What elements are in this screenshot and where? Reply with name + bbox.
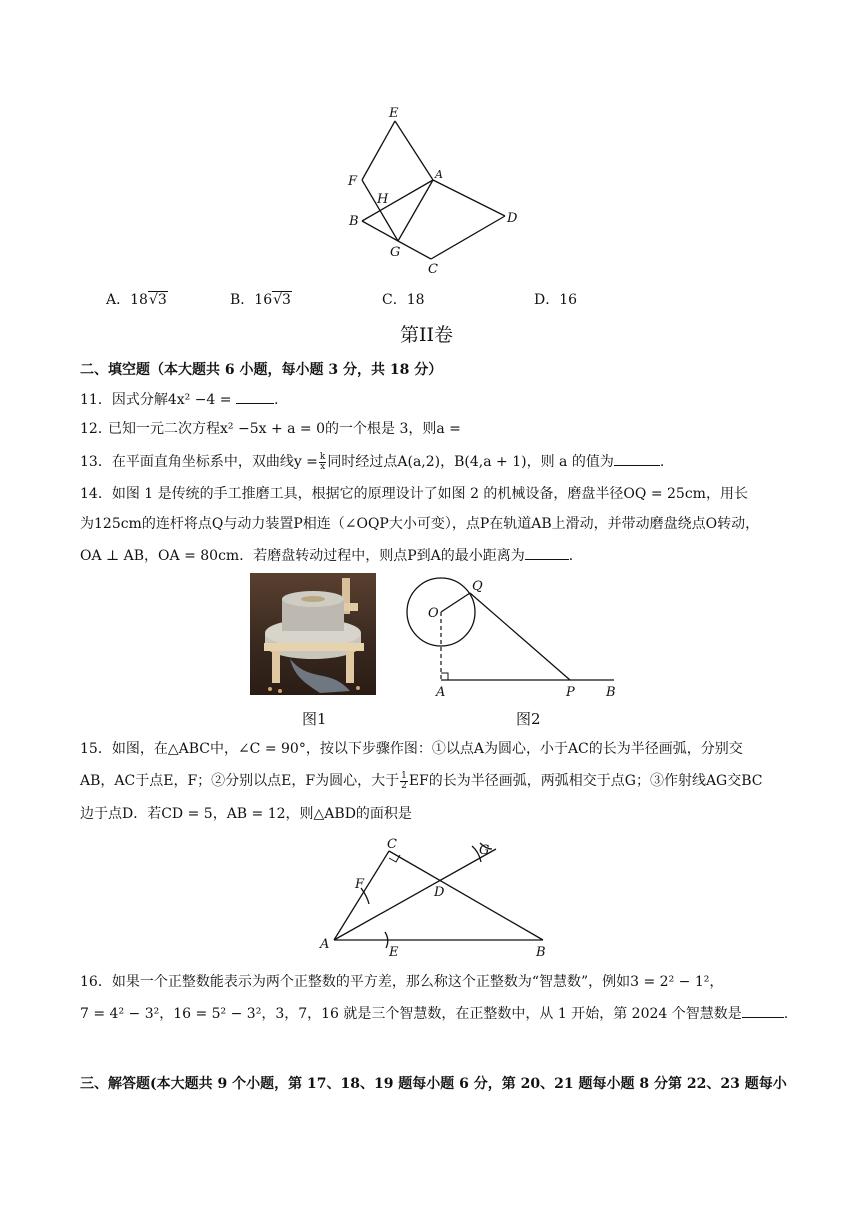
line-BA (362, 180, 433, 221)
label-E: E (389, 106, 399, 121)
segment-OQ (441, 593, 470, 612)
fraction-one-half: $\frac{1}{2}$ (401, 770, 407, 791)
fraction-k-over-x: $\frac{k}{x}$ (319, 451, 326, 472)
question-12: 12． (80, 421, 112, 437)
label-P: P (566, 685, 575, 700)
figure-q10 (340, 100, 530, 280)
label-G3: G (479, 843, 490, 858)
millstone-photo (250, 573, 376, 695)
question-12-text: 已知一元二次方程x² −5x + a = 0的一个根是 3，则a = (108, 421, 461, 437)
figure-q15 (315, 830, 555, 960)
figure2-caption: 图2 (516, 710, 541, 728)
label-O: O (428, 606, 439, 621)
label-D3: D (434, 885, 445, 900)
label-A: A (435, 168, 443, 181)
option-c[interactable]: C．18 (382, 292, 425, 308)
figure2-diagram (400, 570, 630, 700)
question-14-line3: OA ⊥ AB，OA = 80cm．若磨盘转动过程中，则点P到A的最小距离为 ． (80, 545, 808, 566)
question-16-line1: 16．如果一个正整数能表示为两个正整数的平方差，那么称这个正整数为“智慧数”，例如3 = 2² − 1²， (80, 974, 724, 990)
answer-blank-14[interactable] (525, 545, 569, 560)
question-11: 11．因式分解4x² −4 = . (80, 389, 808, 410)
label-G: G (390, 245, 401, 260)
question-15-line2: AB，AC于点E，F；②分别以点E，F为圆心，大于 $\frac{1}{2}$ EF的长为半径画弧，两弧相交于点G；③作射线AG交BC (80, 770, 763, 791)
figure1-caption: 图1 (302, 710, 327, 728)
line-AG (398, 180, 433, 241)
volume-title: 第II卷 (400, 324, 454, 346)
label-C: C (428, 262, 438, 277)
question-16-line2: 7 = 4² − 3²，16 = 5² − 3²，3，7，16 就是三个智慧数，在正整数中，从 1 开始，第 2024 个智慧数是 . (80, 1003, 808, 1024)
answer-blank-11[interactable] (236, 389, 274, 404)
side-AC (334, 851, 389, 940)
question-15-line1: 15．如图，在△ABC中，∠C = 90°，按以下步骤作图：①以点A为圆心，小于AC的长为半径画弧，分别交 (80, 741, 743, 757)
label-A2: A (436, 685, 446, 700)
question-14-line2: 为125cm的连杆将点Q与动力装置P相连（∠OQP大小可变），点P在轨道AB上滑动，并带动磨盘绕点O转动， (80, 516, 760, 532)
line-AD (433, 180, 505, 216)
segment-QP (470, 593, 570, 680)
ray-AG (334, 849, 496, 940)
question-14-line1: 14．如图 1 是传统的手工推磨工具，根据它的原理设计了如图 2 的机械设备，磨盘半径OQ = 25cm，用长 (80, 486, 748, 502)
right-angle-mark (441, 673, 448, 680)
label-F: F (348, 174, 358, 189)
line-EF (362, 121, 395, 180)
line-EA (395, 121, 433, 180)
label-H: H (377, 192, 389, 207)
label-F3: F (355, 877, 365, 892)
line-GC (398, 241, 431, 259)
label-Q: Q (472, 579, 483, 594)
line-CD (431, 216, 505, 259)
answer-blank-13[interactable] (614, 451, 660, 466)
option-b[interactable]: B．16√3 (230, 292, 291, 308)
label-B: B (349, 214, 359, 229)
section2-heading: 二、填空题（本大题共 6 小题，每小题 3 分，共 18 分） (80, 362, 443, 378)
answer-blank-16[interactable] (742, 1003, 784, 1018)
option-d[interactable]: D．16 (534, 292, 578, 308)
label-C3: C (387, 837, 397, 852)
question-15-line3: 边于点D．若CD = 5，AB = 12，则△ABD的面积是 (80, 806, 412, 822)
question-13: 13．在平面直角坐标系中，双曲线y = $\frac{k}{x}$ 同时经过点A(a,2)，B(4,a + 1)，则 a 的值为 . (80, 451, 665, 472)
millstone-image (250, 573, 376, 695)
label-A3: A (320, 937, 330, 952)
option-a[interactable]: A．18√3 (106, 292, 167, 308)
label-E3: E (389, 945, 399, 960)
section3-heading: 三、解答题(本大题共 9 个小题，第 17、18、19 题每小题 6 分，第 20、21 题每小题 8 分第 22、23 题每小 (80, 1076, 787, 1092)
label-B2: B (606, 685, 616, 700)
label-B3: B (536, 945, 546, 960)
label-D: D (507, 211, 518, 226)
